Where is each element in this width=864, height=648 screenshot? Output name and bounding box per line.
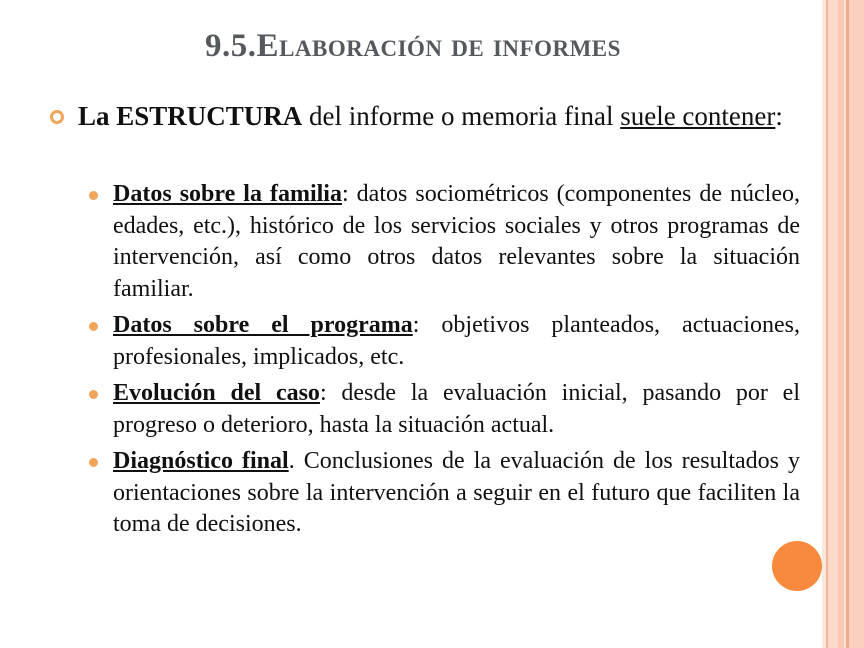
item-text: datos sociométricos (componentes de núcleo, edades, etc.), histórico de los servicios sociales y otros programas de intervención, así como otros datos relevantes sobre la situación familiar.: [113, 181, 800, 302]
intro-paragraph: [44, 98, 800, 135]
intro-bold: La ESTRUCTURA: [78, 101, 303, 131]
item-heading: Diagnóstico final: [113, 448, 289, 474]
item-heading: Evolución del caso: [113, 380, 320, 406]
item-text: objetivos planteados, actuaciones, profesionales, implicados, etc.: [113, 312, 800, 370]
ring-bullet-icon: [50, 110, 64, 124]
dot-bullet-icon: [89, 322, 98, 331]
slide-title: [0, 28, 826, 65]
intro-end: :: [775, 101, 783, 131]
decorative-orange-circle: [772, 541, 822, 591]
item-heading: Datos sobre el programa: [113, 312, 413, 338]
structure-list: [44, 179, 800, 541]
item-separator: :: [319, 380, 327, 406]
dot-bullet-icon: [89, 458, 98, 467]
item-separator: .: [288, 448, 295, 474]
dot-bullet-icon: [89, 191, 98, 200]
stripe: [828, 0, 838, 648]
intro-underlined: suele contener: [620, 101, 776, 131]
title-rest: laboración de informes: [279, 28, 621, 64]
item-text: desde la evaluación inicial, pasando por el progreso o deterioro, hasta la situación actual.: [113, 380, 800, 438]
list-item: [44, 446, 800, 541]
slide-body: [44, 98, 800, 546]
dot-bullet-icon: [89, 390, 98, 399]
item-heading: Datos sobre la familia: [113, 181, 342, 207]
list-item: [44, 310, 800, 373]
item-separator: :: [412, 312, 420, 338]
stripe: [849, 0, 864, 648]
list-item: [44, 378, 800, 441]
title-prefix: 9.5.E: [205, 28, 280, 64]
item-text: Conclusiones de la evaluación de los resultados y orientaciones sobre la intervención a seguir en el futuro que faciliten la toma de decisiones.: [113, 448, 800, 537]
item-separator: :: [341, 181, 349, 207]
decorative-side-stripes: [822, 0, 864, 648]
intro-text: del informe o memoria final: [302, 101, 621, 131]
list-item: [44, 179, 800, 305]
